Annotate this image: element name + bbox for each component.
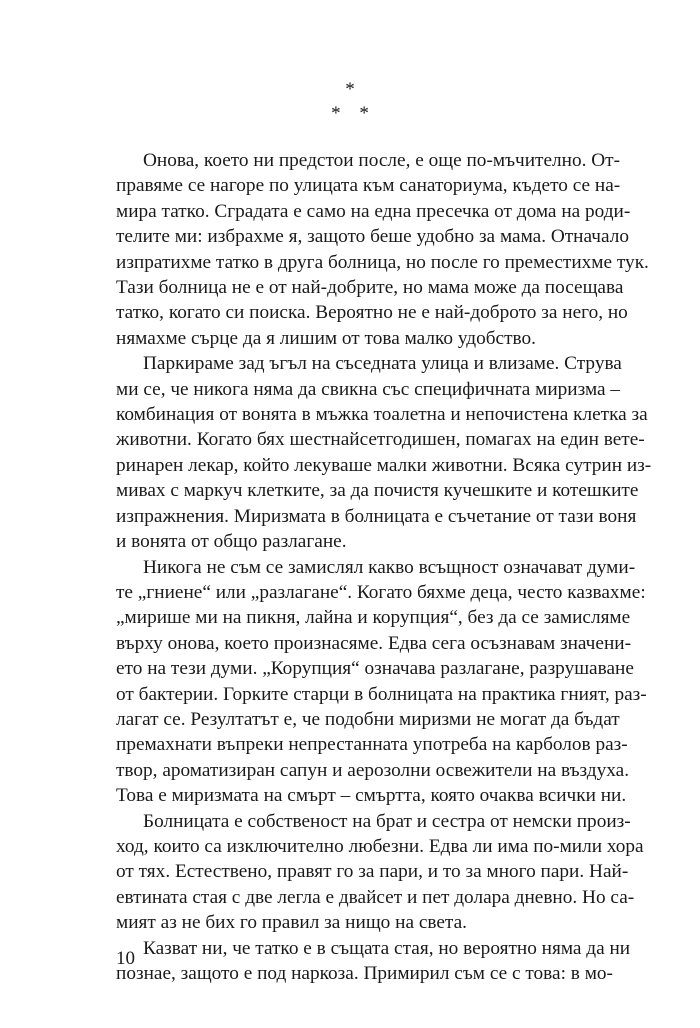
paragraph-5 xyxy=(116,936,631,987)
text-line: Никога не съм се замислял какво всъщност означават думи- xyxy=(143,556,636,578)
asterism-top: * xyxy=(345,79,355,100)
paragraph-1 xyxy=(116,148,649,351)
text-line: изпражнения. Миризмата в болницата е съчетание от тази воня xyxy=(116,505,637,527)
text-line: и вонята от общо разлагане. xyxy=(116,531,347,553)
body-text xyxy=(116,148,652,986)
text-line: мивах с маркуч клетките, за да почистя кучешките и котешките xyxy=(116,480,639,502)
text-line: изпратихме татко в друга болница, но после го преместихме тук. xyxy=(116,251,649,273)
text-line: ми се, че никога няма да свикна със специфичната миризма – xyxy=(116,378,621,400)
text-line: телите ми: избрахме я, защото беше удобно за мама. Отначало xyxy=(116,226,629,248)
text-line: Болницата е собственост на брат и сестра от немски произ- xyxy=(143,810,631,832)
paragraph-3 xyxy=(116,555,647,809)
text-line: мият аз не бих го правил за нищо на света. xyxy=(116,912,467,934)
text-line: комбинация от вонята в мъжка тоалетна и непочистена клетка за xyxy=(116,404,648,426)
text-line: мира татко. Сградата е само на една пресечка от дома на роди- xyxy=(116,200,631,222)
paragraph-4 xyxy=(116,809,644,936)
text-line: върху онова, което произнасяме. Едва сега осъзнавам значени- xyxy=(116,632,631,654)
text-line: Това е миризмата на смърт – смъртта, която очаква всички ни. xyxy=(116,785,627,807)
text-line: лагат се. Резултатът е, че подобни миризми не могат да бъдат xyxy=(116,708,620,730)
text-line: Онова, което ни предстои после, е още по-мъчително. От- xyxy=(143,150,621,171)
text-line: Паркираме зад ъгъл на съседната улица и влизаме. Струва xyxy=(143,353,622,375)
text-line: ринарен лекар, който лекуваше малки животни. Всяка сутрин из- xyxy=(116,454,652,476)
paragraph-2 xyxy=(116,351,652,554)
text-line: нямахме сърце да я лишим от това малко удобство. xyxy=(116,327,536,349)
text-line: евтината стая с две легла е двайсет и пет долара дневно. Но са- xyxy=(116,886,635,908)
text-line: Тази болница не е от най-добрите, но мама може да посещава xyxy=(116,277,624,299)
text-line: те „гниене“ или „разлагане“. Когато бяхме деца, често казвахме: xyxy=(116,581,646,603)
text-line: ето на тези думи. „Корупция“ означава разлагане, разрушаване xyxy=(116,658,634,680)
text-line: „мирише ми на пикня, лайна и корупция“, без да се замисляме xyxy=(116,607,631,629)
text-line: татко, когато си поиска. Вероятно не е най-доброто за него, но xyxy=(116,302,628,324)
text-line: ход, които са изключително любезни. Едва ли има по-мили хора xyxy=(116,835,644,857)
text-line: премахнати въпреки непрестанната употреба на карболов раз- xyxy=(116,734,628,756)
text-line: твор, ароматизиран сапун и аерозолни освежители на въздуха. xyxy=(116,759,630,781)
asterism-bottom: * * xyxy=(331,103,369,124)
text-line: познае, защото е под наркоза. Примирил съм се с това: в мо- xyxy=(116,963,613,984)
page-number: 10 xyxy=(116,948,135,969)
text-line: от тях. Естествено, правят го за пари, и то за много пари. Най- xyxy=(116,861,629,883)
text-line: от бактерии. Горките старци в болницата на практика гният, раз- xyxy=(116,683,647,705)
text-line: правяме се нагоре по улицата към санаториума, където се на- xyxy=(116,175,621,197)
text-line: животни. Когато бях шестнайсетгодишен, помагах на един вете- xyxy=(116,429,645,451)
text-line: Казват ни, че татко е в същата стая, но вероятно няма да ни xyxy=(143,937,631,959)
